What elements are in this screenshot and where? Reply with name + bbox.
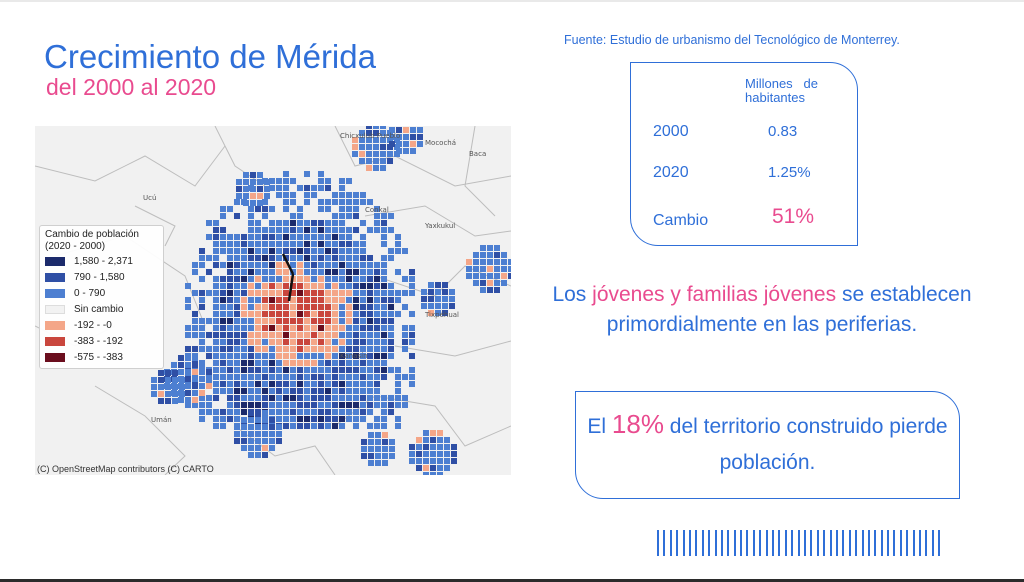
- barcode-stripe: [759, 530, 761, 556]
- highlight-text: jóvenes y familias jóvenes: [592, 283, 837, 306]
- page-subtitle: del 2000 al 2020: [46, 74, 217, 100]
- barcode-stripe: [702, 530, 704, 556]
- barcode-stripe: [670, 530, 672, 556]
- place-label: Ucú: [143, 194, 157, 202]
- decorative-barcode: [657, 530, 945, 556]
- source-note: Fuente: Estudio de urbanismo del Tecnológico de Monterrey.: [564, 33, 900, 47]
- barcode-stripe: [810, 530, 812, 556]
- barcode-stripe: [753, 530, 755, 556]
- barcode-stripe: [830, 530, 832, 556]
- legend-swatch: [45, 305, 65, 314]
- legend-item: -575 - -383: [45, 349, 158, 365]
- legend-subtitle: (2020 - 2000): [45, 241, 106, 252]
- barcode-stripe: [855, 530, 857, 556]
- stat-year-2000: 2000: [653, 123, 689, 140]
- legend-swatch: [45, 337, 65, 346]
- barcode-stripe: [913, 530, 915, 556]
- barcode-stripe: [842, 530, 844, 556]
- place-label: Mocochá: [425, 139, 457, 147]
- legend-swatch: [45, 289, 65, 298]
- barcode-stripe: [862, 530, 864, 556]
- stat-change-label: Cambio: [653, 212, 709, 229]
- barcode-stripe: [817, 530, 819, 556]
- barcode-stripe: [734, 530, 736, 556]
- place-label: Conkal: [365, 206, 389, 214]
- legend-item: 790 - 1,580: [45, 269, 158, 285]
- barcode-stripe: [689, 530, 691, 556]
- barcode-stripe: [919, 530, 921, 556]
- barcode-stripe: [727, 530, 729, 556]
- legend-swatch: [45, 321, 65, 330]
- highlight-percent: 18%: [611, 409, 664, 439]
- place-label: Chicxulub Pueblo: [340, 132, 401, 140]
- barcode-stripe: [823, 530, 825, 556]
- territory-callout-text: El 18% del territorio construido pierde población.: [587, 409, 948, 474]
- place-label: Umán: [151, 416, 172, 424]
- barcode-stripe: [695, 530, 697, 556]
- barcode-stripe: [836, 530, 838, 556]
- barcode-stripe: [874, 530, 876, 556]
- barcode-stripe: [932, 530, 934, 556]
- page-title: Crecimiento de Mérida: [44, 38, 376, 75]
- barcode-stripe: [849, 530, 851, 556]
- stat-value-2020: 1.25%: [768, 164, 811, 181]
- stat-change-value: 51%: [772, 205, 815, 228]
- youth-periphery-text: Los jóvenes y familias jóvenes se establecen primordialmente en las periferias.: [552, 283, 972, 336]
- barcode-stripe: [657, 530, 659, 556]
- barcode-stripe: [683, 530, 685, 556]
- barcode-stripe: [881, 530, 883, 556]
- stats-column-header: Millones de habitantes: [745, 76, 818, 105]
- legend-title: Cambio de población: [45, 229, 139, 240]
- barcode-stripe: [938, 530, 940, 556]
- barcode-stripe: [746, 530, 748, 556]
- legend-item: -192 - -0: [45, 317, 158, 333]
- barcode-stripe: [676, 530, 678, 556]
- barcode-stripe: [798, 530, 800, 556]
- barcode-stripe: [906, 530, 908, 556]
- barcode-stripe: [715, 530, 717, 556]
- barcode-stripe: [868, 530, 870, 556]
- barcode-stripe: [766, 530, 768, 556]
- barcode-stripe: [721, 530, 723, 556]
- top-divider: [0, 0, 1024, 2]
- barcode-stripe: [772, 530, 774, 556]
- stat-value-2000: 0.83: [768, 123, 798, 140]
- place-label: Kanasín: [340, 352, 368, 360]
- legend-item: -383 - -192: [45, 333, 158, 349]
- legend-item: 0 - 790: [45, 285, 158, 301]
- barcode-stripe: [791, 530, 793, 556]
- stat-year-2020: 2020: [653, 164, 689, 181]
- barcode-stripe: [925, 530, 927, 556]
- map-attribution: (C) OpenStreetMap contributors (C) CARTO: [37, 464, 214, 474]
- barcode-stripe: [663, 530, 665, 556]
- barcode-stripe: [887, 530, 889, 556]
- place-label: Tixpéhual: [425, 311, 460, 319]
- barcode-stripe: [785, 530, 787, 556]
- barcode-stripe: [708, 530, 710, 556]
- legend-swatch: [45, 273, 65, 282]
- barcode-stripe: [778, 530, 780, 556]
- legend-swatch: [45, 257, 65, 266]
- barcode-stripe: [740, 530, 742, 556]
- legend-item: Sin cambio: [45, 301, 158, 317]
- place-label: Baca: [469, 150, 487, 158]
- barcode-stripe: [893, 530, 895, 556]
- legend-item: 1,580 - 2,371: [45, 253, 158, 269]
- legend-swatch: [45, 353, 65, 362]
- barcode-stripe: [900, 530, 902, 556]
- barcode-stripe: [804, 530, 806, 556]
- place-label: Yaxkukul: [425, 222, 456, 230]
- map-legend: [39, 225, 164, 369]
